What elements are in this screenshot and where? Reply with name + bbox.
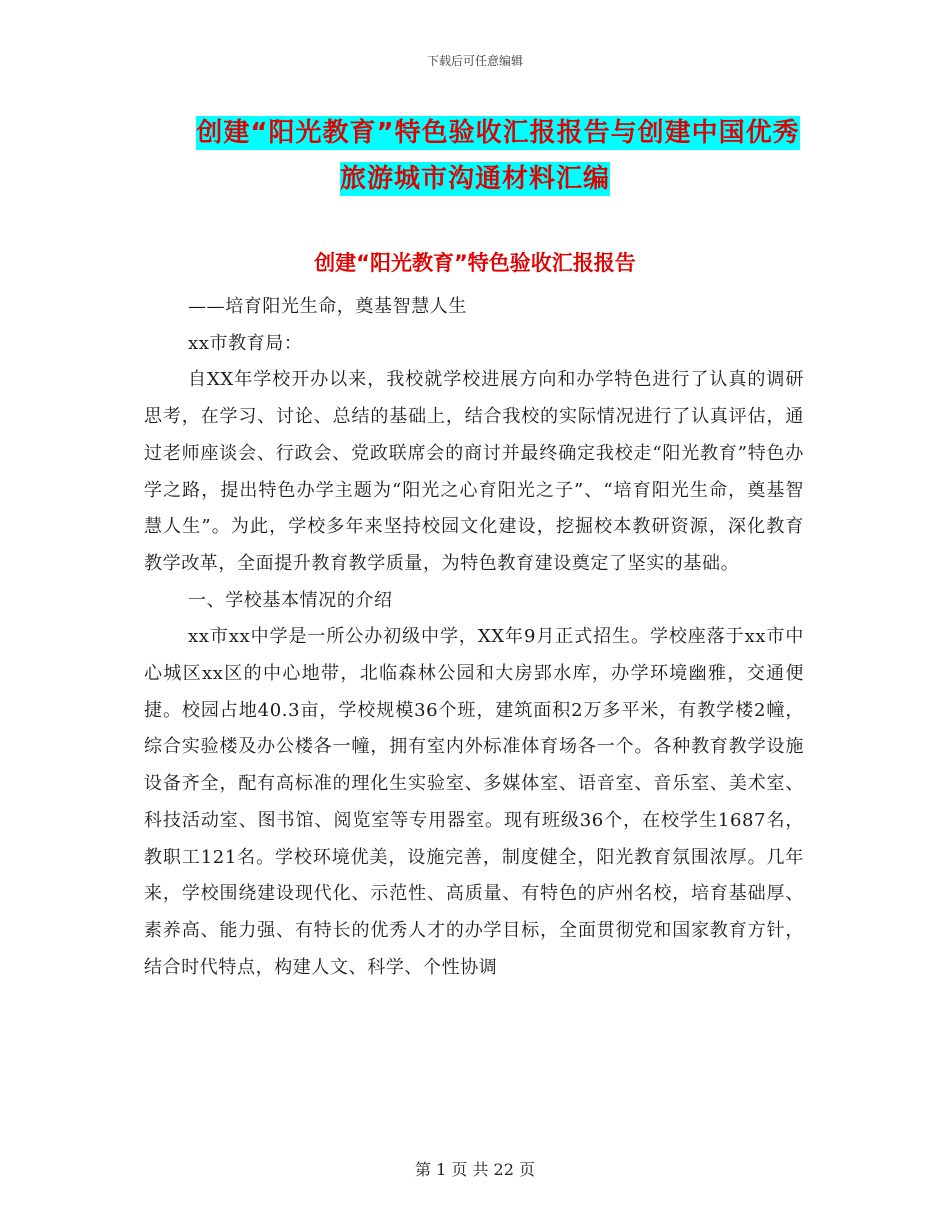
school-info-paragraph: xx市xx中学是一所公办初级中学，XX年9月正式招生。学校座落于xx市中心城区xx区的中心地带，北临森林公园和大房郢水库，办学环境幽雅，交通便捷。校园占地40.3亩，学校规模36个班，建筑面积2万多平米，有教学楼2幢，综合实验楼及办公楼各一幢，拥有室内外标准体育场各一个。各种教育教学设施设备齐全，配有高标准的理化生实验室、多媒体室、语音室、音乐室、美术室、科技活动室、图书馆、阅览室等专用器室。现有班级36个，在校学生1687名，教职工121名。学校环境优美，设施完善，制度健全，阳光教育氛围浓厚。几年来，学校围绕建设现代化、示范性、高质量、有特色的庐州名校，培育基础厚、素养高、能力强、有特长的优秀人才的办学目标，全面贯彻党和国家教育方针，结合时代特点，构建人文、科学、个性协调 — [144, 626, 804, 978]
main-title-line-1-text: 创建“阳光教育”特色验收汇报报告与创建中国优秀 — [196, 118, 800, 148]
motto-line: ——培育阳光生命，奠基智慧人生 — [188, 296, 467, 317]
main-title-line-2-text: 旅游城市沟通材料汇编 — [339, 164, 610, 194]
main-title-line-1 — [0, 112, 950, 149]
body-text — [144, 289, 804, 986]
section-title: 创建“阳光教育”特色验收汇报报告 — [314, 251, 636, 275]
intro-paragraph: 自XX年学校开办以来，我校就学校进展方向和办学特色进行了认真的调研思考，在学习、讨论、总结的基础上，结合我校的实际情况进行了认真评估，通过老师座谈会、行政会、党政联席会的商讨并最终确定我校走“阳光教育”特色办学之路，提出特色办学主题为“阳光之心育阳光之子”、“培育阳光生命，奠基智慧人生”。为此，学校多年来坚持校园文化建设，挖掘校本教研资源，深化教育教学改革，全面提升教育教学质量，为特色教育建设奠定了坚实的基础。 — [144, 369, 804, 574]
page-footer: 第 1 页 共 22 页 — [415, 1160, 535, 1179]
section-heading-1: 一、学校基本情况的介绍 — [188, 589, 393, 611]
salutation: xx市教育局： — [188, 332, 303, 354]
header-note: 下载后可任意编辑 — [426, 54, 523, 68]
main-title-line-2 — [0, 158, 950, 195]
